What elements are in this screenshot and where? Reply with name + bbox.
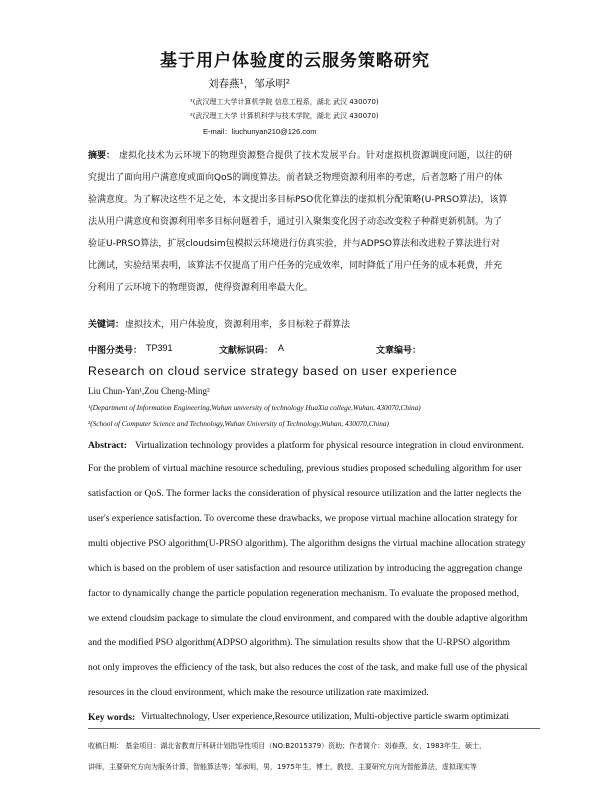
abstract-cn-line: 比测试，实验结果表明，该算法不仅提高了用户任务的完成效率，同时降低了用户任务的成本耗费，并充 (88, 261, 503, 271)
abstract-cn-line: 验满意度。为了解决这些不足之处，本文提出多目标PSO优化算法的虚拟机分配策略(U-PRSO算法)，该算 (88, 195, 508, 205)
keywords-en-label: Key words: (88, 712, 136, 723)
article-number-label: 文章编号： (376, 346, 422, 356)
clc-label: 中图分类号： (88, 346, 143, 356)
abstract-en-line: factor to dynamically change the particle population regeneration mechanism. To evaluate the proposed method, (88, 588, 519, 599)
footnote-line: 讲师，主要研究方向为服务计算，智能算法等；邹承明，男，1975年生，博士，教授，主要研究方向为智能算法，虚拟现实等 (88, 763, 477, 771)
abstract-cn-label: 摘要： (88, 151, 116, 161)
author-email: E-mail：liuchunyan210@126.com (203, 127, 317, 136)
authors-cn: 刘春燕¹，邹承明² (208, 78, 290, 90)
abstract-en-line: and the modified PSO algorithm(ADPSO algorithm). The simulation results show that the U-RPSO algorithm (88, 637, 510, 648)
abstract-en-line: multi objective PSO algorithm(U-PRSO algorithm). The algorithm designs the virtual machine allocation strategy (88, 538, 526, 549)
affiliation-cn-1: ¹(武汉理工大学计算机学院 信息工程系，湖北 武汉 430070) (190, 98, 379, 106)
abstract-cn-line: 虚拟化技术为云环境下的物理资源整合提供了技术发展平台。针对虚拟机资源调度问题，以往的研 (119, 151, 513, 161)
abstract-en-line: For the problem of virtual machine resource scheduling, previous studies proposed scheduling algorithm for user (88, 463, 522, 474)
abstract-en-line: user's experience satisfaction. To overcome these drawbacks, we propose virtual machine allocation strategy for (88, 513, 518, 524)
footnote-line: 收稿日期： 基金项目：湖北省教育厅科研计划指导性项目（NO:B2015379）资助；作者简介：刘春燕，女，1983年生，硕士， (88, 742, 486, 750)
clc-value: TP391 (146, 343, 173, 353)
keywords-cn-label: 关键词： (88, 320, 125, 330)
abstract-en-line: not only improves the efficiency of the task, but also reduces the cost of the task, and make full use of the physical (88, 662, 528, 673)
paper-title-cn: 基于用户体验度的云服务策略研究 (160, 51, 430, 71)
abstract-en-line: Virtualization technology provides a platform for physical resource integration in cloud environment. (135, 440, 524, 451)
footnote-rule (88, 728, 540, 729)
abstract-cn-line: 验证U-PRSO算法，扩展cloudsim包模拟云环境进行仿真实验，并与ADPSO算法和改进粒子算法进行对 (88, 239, 500, 249)
abstract-cn-line: 法从用户满意度和资源利用率多目标问题着手，通过引入聚集变化因子动态改变粒子种群更新机制。为了 (88, 217, 503, 227)
affiliation-en-1: ¹(Department of Information Engineering,Wuhan university of technology HuaXia college,Wuhan, 430070,China) (88, 403, 421, 412)
keywords-cn-text: 虚拟技术，用户体验度，资源利用率，多目标粒子群算法 (125, 320, 351, 330)
keywords-en-text: Virtualtechnology, User experience,Resource utilization, Multi-objective particle swarm optimizati (141, 712, 510, 722)
abstract-en-line: resources in the cloud environment, which make the resource utilization rate maximized. (88, 687, 429, 698)
affiliation-cn-2: ²(武汉理工大学 计算机科学与技术学院，湖北 武汉 430070) (190, 112, 379, 120)
abstract-en-line: which is based on the problem of user satisfaction and resource utilization by introducing the aggregation change (88, 563, 523, 574)
abstract-en-line: we extend cloudsim package to simulate the cloud environment, and compared with the double adaptive algorithm (88, 613, 528, 624)
paper-title-en: Research on cloud service strategy based on user experience (88, 364, 458, 378)
abstract-en-label: Abstract: (88, 440, 127, 451)
abstract-cn-line: 究提出了面向用户满意度或面向QoS的调度算法。前者缺乏物理资源利用率的考虑，后者忽略了用户的体 (88, 173, 503, 183)
authors-en: Liu Chun-Yan¹,Zou Cheng-Ming² (88, 386, 210, 396)
affiliation-en-2: ²(School of Computer Science and Technology,Wuhan University of Technology,Wuhan, 430070,China) (88, 419, 389, 428)
abstract-cn-line: 分利用了云环境下的物理资源，使得资源利用率最大化。 (88, 283, 314, 293)
doc-code-label: 文献标识码： (219, 346, 274, 356)
abstract-en-line: satisfaction or QoS. The former lacks the consideration of physical resource utilization and the latter neglects the (88, 488, 522, 499)
doc-code-value: A (278, 343, 285, 353)
